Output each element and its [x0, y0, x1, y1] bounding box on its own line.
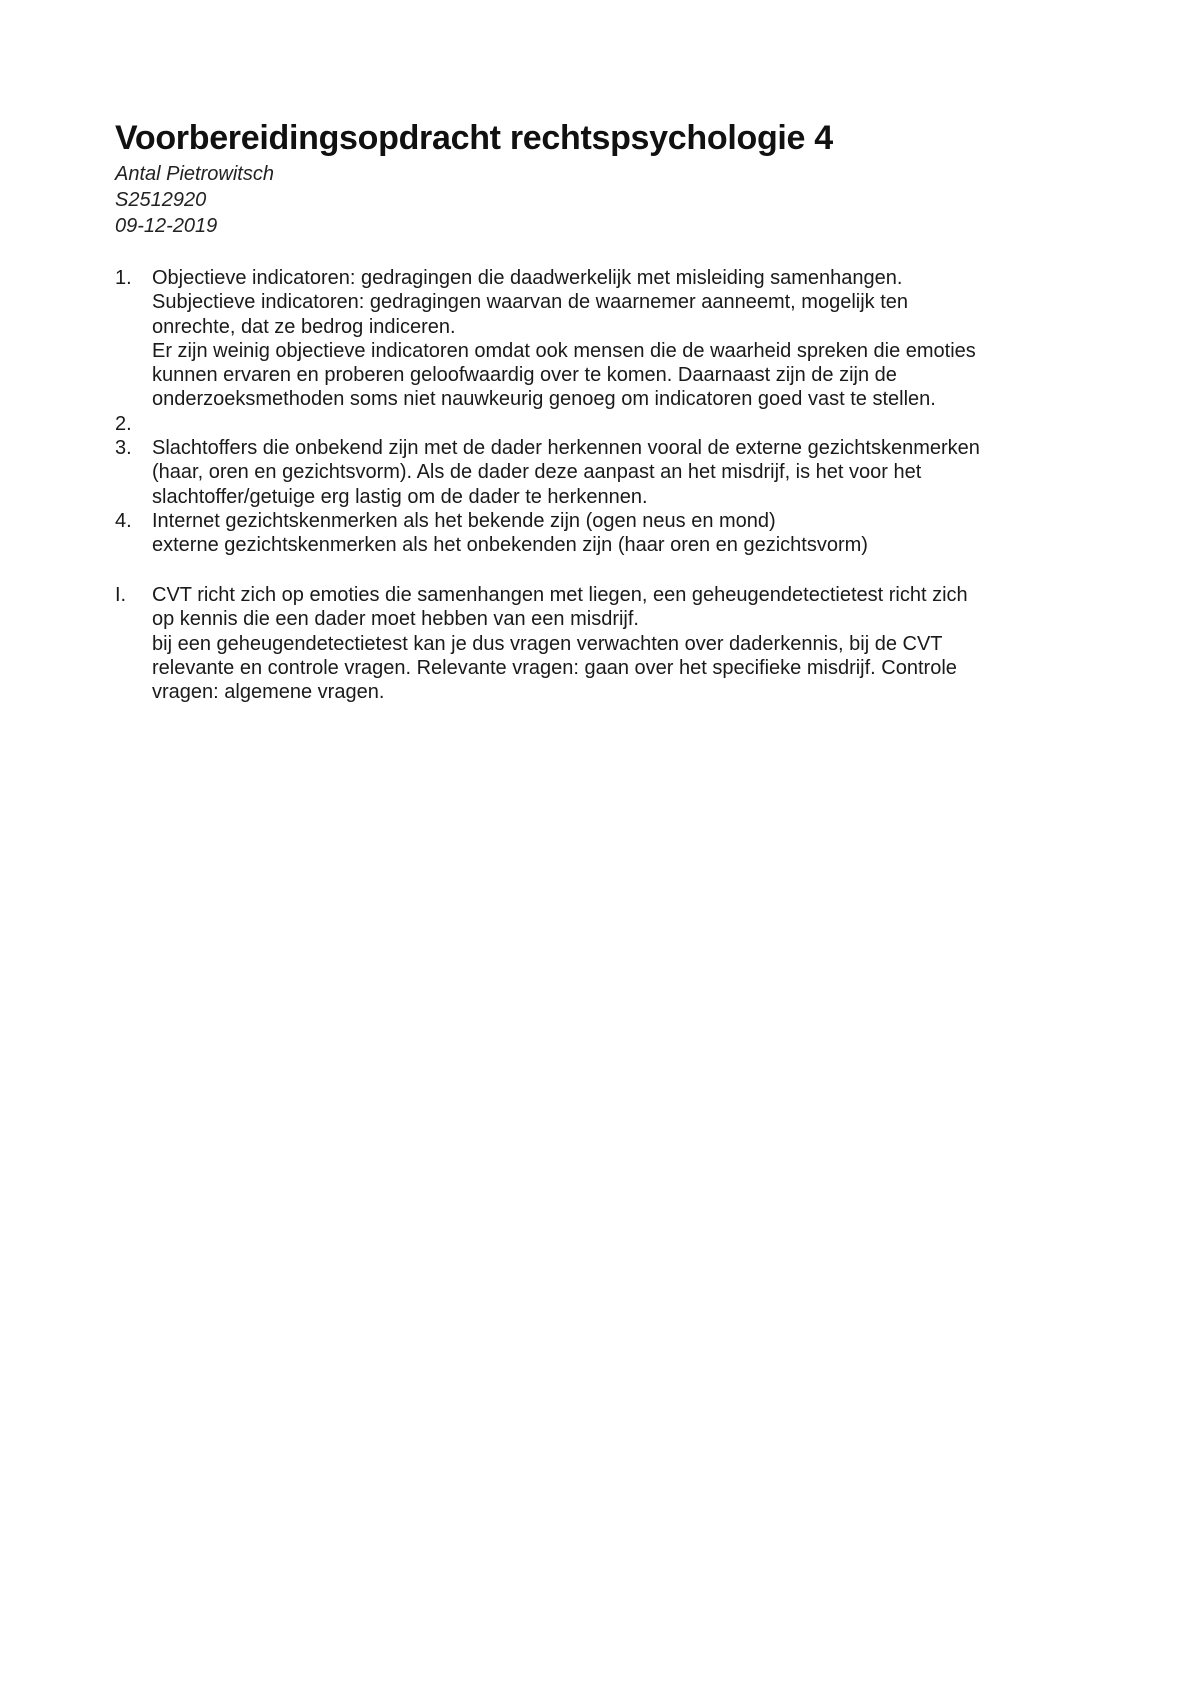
answer-line: (haar, oren en gezichtsvorm). Als de dader deze aanpast an het misdrijf, is het voor het [152, 461, 922, 484]
answer-item-3 [115, 436, 1095, 509]
answer-item-roman-1 [115, 583, 1095, 704]
answer-line: Slachtoffers die onbekend zijn met de dader herkennen vooral de externe gezichtskenmerken [152, 437, 980, 460]
answer-line: kunnen ervaren en proberen geloofwaardig over te komen. Daarnaast zijn de zijn de [152, 364, 897, 387]
answer-line: Subjectieve indicatoren: gedragingen waarvan de waarnemer aanneemt, mogelijk ten [152, 291, 909, 314]
answer-item-2 [115, 412, 1095, 436]
answer-line: onderzoeksmethoden soms niet nauwkeurig genoeg om indicatoren goed vast te stellen. [152, 388, 936, 411]
answer-line: slachtoffer/getuige erg lastig om de dader te herkennen. [152, 485, 648, 508]
answer-number: 3. [115, 437, 132, 460]
answer-line: Er zijn weinig objectieve indicatoren omdat ook mensen die de waarheid spreken die emoties [152, 339, 976, 362]
answer-line: externe gezichtskenmerken als het onbekenden zijn (haar oren en gezichtsvorm) [152, 534, 868, 557]
answer-number: 4. [115, 509, 132, 532]
answer-line: vragen: algemene vragen. [152, 681, 385, 704]
answer-line: Internet gezichtskenmerken als het bekende zijn (ogen neus en mond) [152, 509, 776, 532]
answer-line [152, 412, 1095, 436]
answer-line: onrechte, dat ze bedrog indiceren. [152, 315, 456, 338]
answer-number: 1. [115, 267, 132, 289]
answer-item-1 [115, 266, 1095, 412]
answer-line: CVT richt zich op emoties die samenhangen met liegen, een geheugendetectietest richt zich [152, 584, 968, 606]
document-meta [115, 161, 274, 239]
answer-line: op kennis die een dader moet hebben van een misdrijf. [152, 608, 639, 631]
answer-line: Objectieve indicatoren: gedragingen die daadwerkelijk met misleiding samenhangen. [152, 267, 903, 289]
author-name: Antal Pietrowitsch [115, 163, 274, 185]
document-date: 09-12-2019 [115, 215, 218, 237]
answer-list [115, 266, 1095, 558]
answer-number: I. [115, 584, 127, 606]
document-title: Voorbereidingsopdracht rechtspsychologie 4 [115, 119, 833, 157]
student-number: S2512920 [115, 189, 207, 211]
answer-list-roman [115, 583, 1095, 704]
answer-line: bij een geheugendetectietest kan je dus vragen verwachten over daderkennis, bij de CVT [152, 632, 943, 655]
answer-item-4 [115, 509, 1095, 558]
answer-line: relevante en controle vragen. Relevante vragen: gaan over het specifieke misdrijf. Controle [152, 656, 957, 679]
answer-number: 2. [115, 412, 132, 435]
